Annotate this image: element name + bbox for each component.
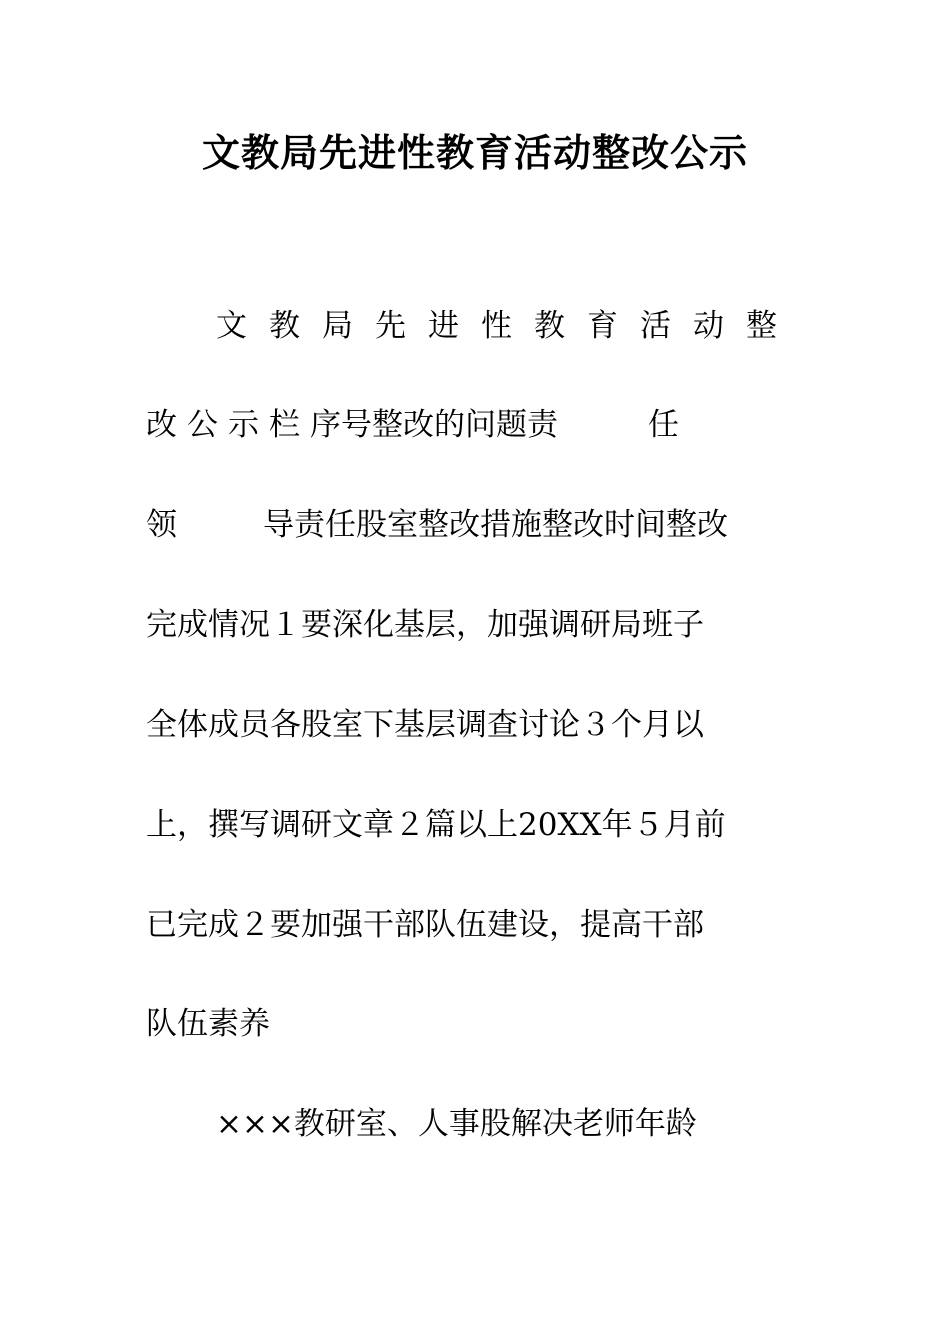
- body-line-2-part-a: 改公示栏: [146, 407, 310, 443]
- body-line-9: ×××教研室、人事股解决老师年龄: [216, 1106, 697, 1142]
- body-line-3-part-a: 领: [146, 507, 177, 543]
- body-line-2: [146, 405, 806, 445]
- body-line-4: 完成情况１要深化基层，加强调研局班子: [146, 607, 704, 643]
- body-line-8: 队伍素养: [146, 1006, 270, 1042]
- body-line-7: 已完成２要加强干部队伍建设，提高干部: [146, 907, 704, 943]
- document-title: 文教局先进性教育活动整改公示: [201, 131, 748, 175]
- body-line-2-part-c: 任: [648, 407, 679, 443]
- body-line-5: 全体成员各股室下基层调查讨论３个月以: [146, 707, 704, 743]
- body-line-3: [146, 505, 806, 545]
- body-line-1: 文教局先进性教育活动整: [216, 308, 799, 344]
- body-line-2-part-b: 序号整改的问题责: [310, 407, 558, 443]
- body-line-6: 上，撰写调研文章２篇以上20XX年５月前: [146, 807, 726, 843]
- body-line-3-part-b: 导责任股室整改措施整改时间整改: [263, 507, 728, 543]
